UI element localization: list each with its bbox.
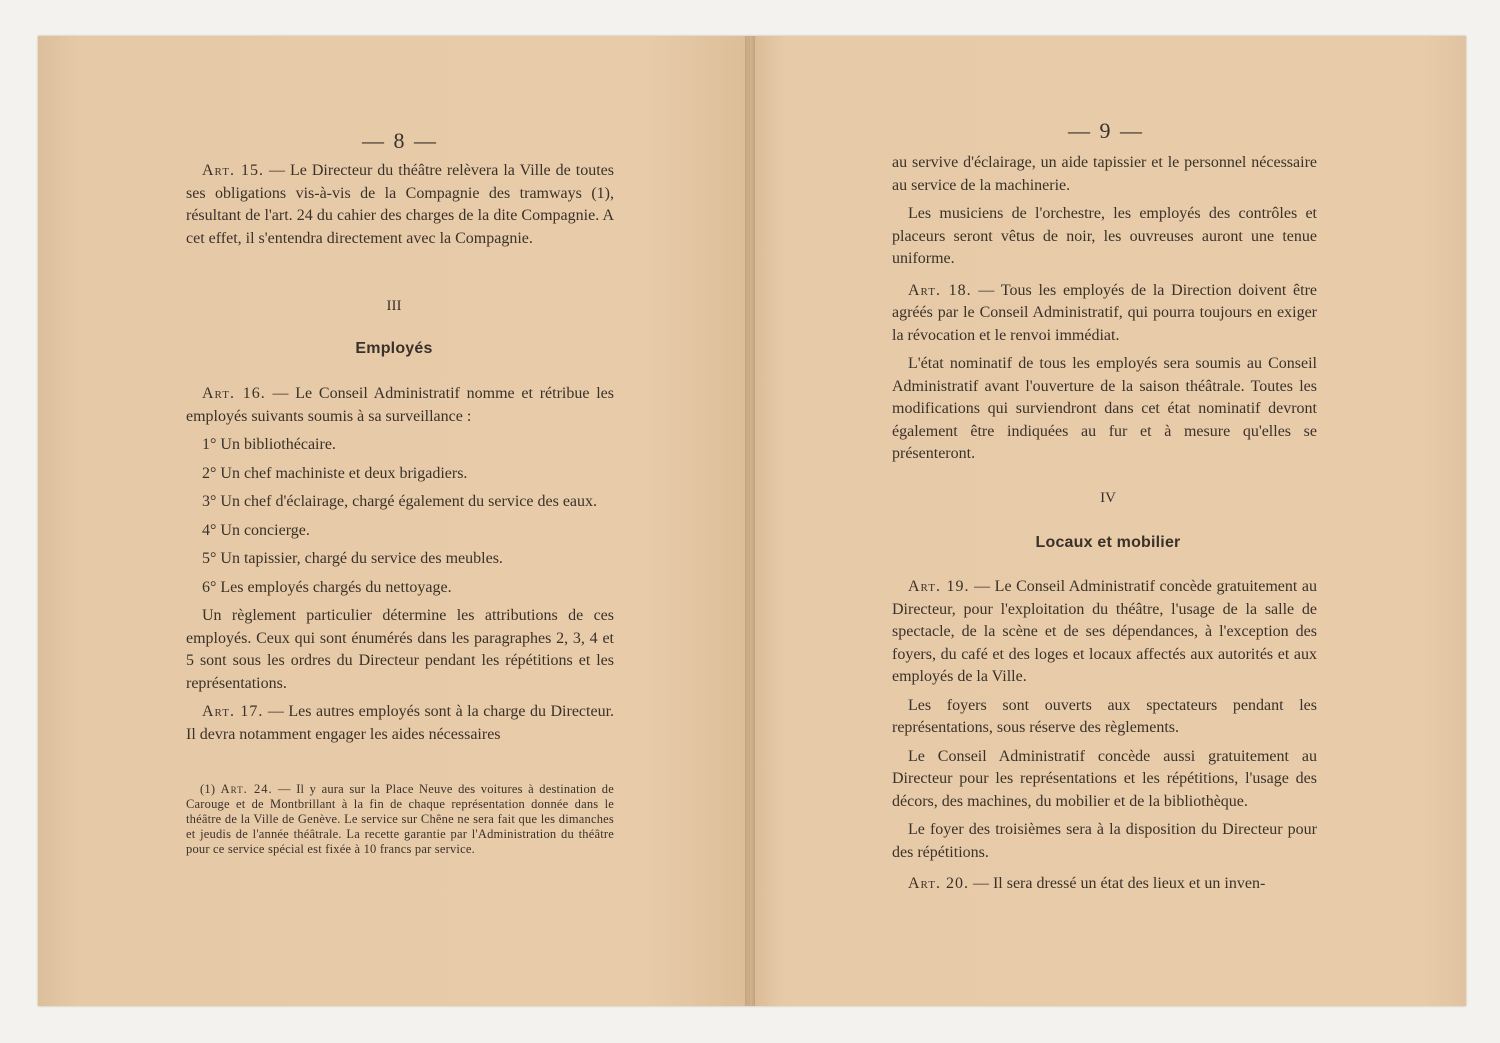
list-item: 5° Un tapissier, chargé du service des meubles. — [202, 550, 503, 567]
paragraph-foyers: Les foyers sont ouverts aux spectateurs pendant les représentations, sous réserve des règlements. — [892, 696, 1317, 736]
list-item: 6° Les employés chargés du nettoyage. — [202, 578, 452, 596]
continuation: au servive d'éclairage, un aide tapissier et le personnel nécessaire au service de la machinerie. — [892, 154, 1317, 194]
left-body-main — [186, 383, 614, 746]
section-heading: Employés — [355, 340, 433, 357]
article-15: Art. 15. — Le Directeur du théâtre relèvera la Ville de toutes ses obligations vis-à-vis de la Compagnie des tramways (1), résultant de l'art. 24 du cahier des charges de la dite Compagnie. A cet effet, il s'entendra directement avec la Compagnie. — [186, 162, 615, 247]
right-body-top — [892, 152, 1317, 466]
footnote: (1) Art. 24. — Il y aura sur la Place Neuve des voitures à destination de Carouge et de Montbrillant à la fin de chaque représentation donnée dans le théâtre de la Ville de Genève. Le service sur Chêne ne sera fait que les dimanches et jeudis de l'année théâtrale. La recette garantie par l'Administration du théâtre pour ce service spécial est fixée à 10 francs par service. — [186, 782, 614, 856]
paragraph-musiciens: Les musiciens de l'orchestre, les employés des contrôles et placeurs seront vêtus de noir, les ouvreuses auront une tenue uniforme. — [892, 205, 1317, 267]
section-heading: Locaux et mobilier — [1035, 534, 1181, 551]
page-number: — 8 — — [362, 128, 438, 153]
right-body-main — [892, 576, 1317, 896]
article-18: Art. 18. — Tous les employés de la Direction doivent être agréés par le Conseil Administratif, qui pourra toujours en exiger la révocation et le renvoi immédiat. — [892, 281, 1317, 344]
list-item: 1° Un bibliothécaire. — [202, 436, 336, 453]
list-item: 3° Un chef d'éclairage, chargé également du service des eaux. — [202, 493, 598, 510]
list-item: 2° Un chef machiniste et deux brigadiers. — [202, 464, 468, 482]
paragraph-etat: L'état nominatif de tous les employés sera soumis au Conseil Administratif avant l'ouverture de la saison théâtrale. Toutes les modifications qui surviendront dans cet état nominatif devront également être indiquées au fur et à mesure qu'elles se présenteront. — [892, 355, 1317, 462]
section-numeral: IV — [1100, 490, 1116, 506]
book-gutter — [745, 36, 755, 1006]
article-16: Art. 16. — Le Conseil Administratif nomme et rétribue les employés suivants soumis à sa surveillance : — [186, 385, 614, 425]
left-page — [38, 36, 750, 1006]
article-19: Art. 19. — Le Conseil Administratif concède gratuitement au Directeur, pour l'exploitation du théâtre, l'usage de la salle de spectacle, de la scène et de ses dépendances, à l'exception des foyers, du café et des loges et locaux affectés aux autorités et aux employés de la Ville. — [892, 578, 1317, 685]
left-body-top — [186, 160, 614, 250]
list-item: 4° Un concierge. — [202, 521, 310, 539]
article-17: Art. 17. — Les autres employés sont à la charge du Directeur. Il devra notamment engager les aides nécessaires — [186, 703, 615, 743]
right-page — [750, 36, 1466, 1006]
paragraph-concede: Le Conseil Administratif concède aussi gratuitement au Directeur pour les représentations et les répétitions, l'usage des décors, des machines, du mobilier et de la bibliothèque. — [892, 747, 1317, 810]
paragraph-reglement: Un règlement particulier détermine les attributions de ces employés. Ceux qui sont énumérés dans les paragraphes 2, 3, 4 et 5 sont sous les ordres du Directeur pendant les répétitions et les représentations. — [186, 607, 614, 692]
article-20: Art. 20. — Il sera dressé un état des lieux et un inven- — [908, 875, 1266, 892]
page-number: — 9 — — [1068, 118, 1144, 143]
section-numeral: III — [386, 298, 402, 314]
paragraph-troisiemes: Le foyer des troisièmes sera à la disposition du Directeur pour des répétitions. — [892, 821, 1317, 861]
